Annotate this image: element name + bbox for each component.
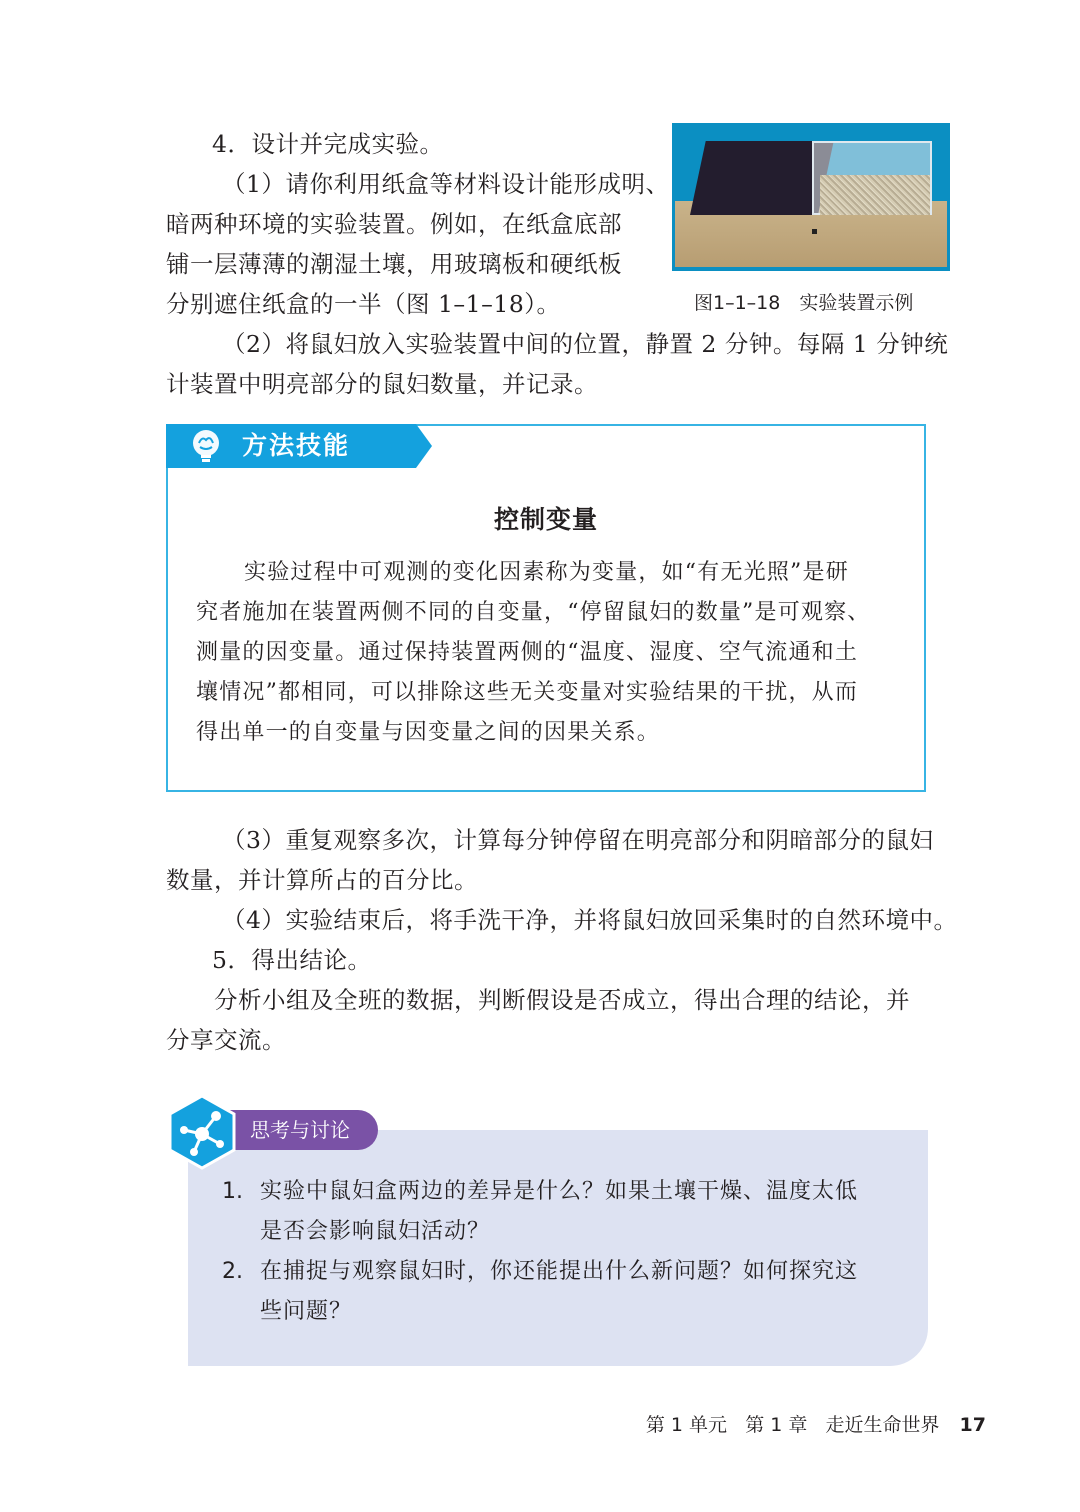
method-text-line: 得出单一的自变量与因变量之间的因果关系。 <box>196 720 661 745</box>
footer-unit: 第 1 单元 <box>645 1414 728 1436</box>
step4-3-line2: 数量，并计算所占的百分比。 <box>166 866 478 894</box>
step4-2-line2: 计装置中明亮部分的鼠妇数量，并记录。 <box>166 370 598 398</box>
question-number: 1. <box>222 1179 243 1204</box>
step4-title: 4．设计并完成实验。 <box>212 130 444 158</box>
brain-lightbulb-icon <box>188 428 224 464</box>
page-number: 17 <box>959 1414 986 1436</box>
step5-title: 5．得出结论。 <box>212 946 372 974</box>
step5-line1: 分析小组及全班的数据，判断假设是否成立，得出合理的结论，并 <box>214 986 910 1014</box>
molecule-network-icon <box>164 1094 240 1170</box>
soil-layer <box>820 175 930 215</box>
question-1-line2: 是否会影响鼠妇活动？ <box>260 1219 491 1244</box>
step4-2-line1: （2）将鼠妇放入实验装置中间的位置，静置 2 分钟。每隔 1 分钟统 <box>222 330 949 358</box>
method-skill-label: 方法技能 <box>242 431 351 460</box>
step4-1-line2: 暗两种环境的实验装置。例如，在纸盒底部 <box>166 210 622 238</box>
question-2-line2: 些问题？ <box>260 1299 353 1324</box>
question-number: 2. <box>222 1259 243 1284</box>
figure-caption: 图1–1–18 实验装置示例 <box>694 292 914 314</box>
experiment-figure <box>672 123 950 273</box>
method-text-line: 测量的因变量。通过保持装置两侧的“温度、湿度、空气流通和土 <box>196 640 859 665</box>
step4-1-line4: 分别遮住纸盒的一半（图 1–1–18）。 <box>166 290 561 318</box>
footer-chapter: 第 1 章 <box>745 1414 808 1436</box>
method-skill-heading: 控制变量 <box>493 505 598 534</box>
think-discuss-label: 思考与讨论 <box>250 1118 350 1142</box>
step4-1-line1: （1）请你利用纸盒等材料设计能形成明、 <box>222 170 670 198</box>
step4-1-line3: 铺一层薄薄的潮湿土壤，用玻璃板和硬纸板 <box>166 250 622 278</box>
footer-chapter-title: 走近生命世界 <box>825 1414 940 1436</box>
method-text-line: 实验过程中可观测的变化因素称为变量，如“有无光照”是研 <box>244 560 849 585</box>
experiment-apparatus-photo <box>672 123 950 271</box>
step5-line2: 分享交流。 <box>166 1026 286 1054</box>
step4-4: （4）实验结束后，将手洗干净，并将鼠妇放回采集时的自然环境中。 <box>222 906 958 934</box>
step4-3-line1: （3）重复观察多次，计算每分钟停留在明亮部分和阴暗部分的鼠妇 <box>222 826 934 854</box>
method-text-line: 壤情况”都相同，可以排除这些无关变量对实验结果的干扰，从而 <box>196 680 859 705</box>
method-text-line: 究者施加在装置两侧不同的自变量，“停留鼠妇的数量”是可观察、 <box>196 600 871 625</box>
question-2-line1: 在捕捉与观察鼠妇时，你还能提出什么新问题？如何探究这 <box>260 1259 859 1284</box>
page-footer <box>646 1410 986 1437</box>
question-1-line1: 实验中鼠妇盒两边的差异是什么？如果土壤干燥、温度太低 <box>260 1179 859 1204</box>
